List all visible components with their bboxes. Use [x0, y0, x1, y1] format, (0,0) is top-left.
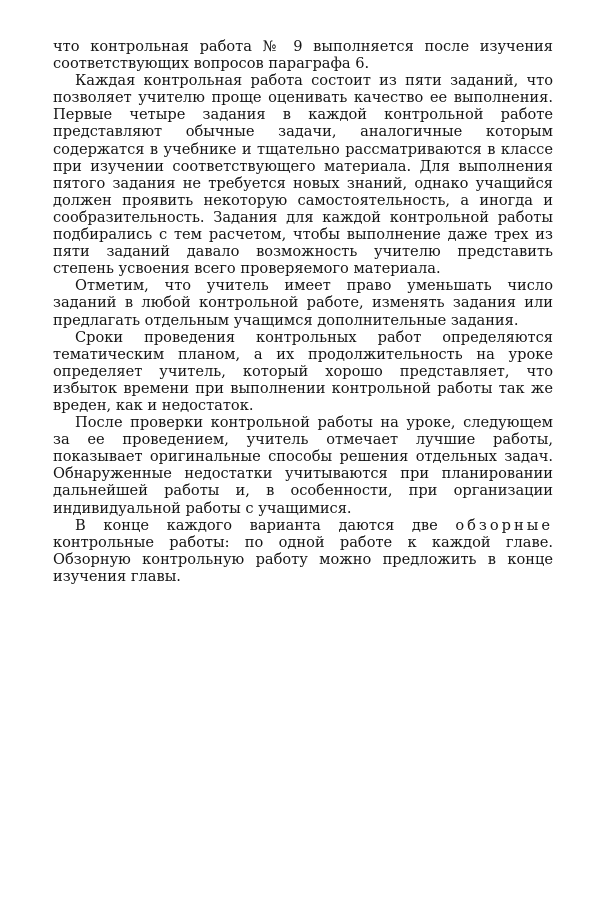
paragraph-6-emphasis: обзорные — [455, 516, 553, 534]
paragraph-1: что контрольная работа № 9 выполняется после изучения соответствующих вопросов параграфа 6. — [53, 38, 553, 73]
paragraph-6 — [53, 517, 553, 585]
paragraph-6-after: контрольные работы: по одной работе к каждой главе. Обзорную контрольную работу можно предложить в конце изучения главы. — [53, 533, 553, 585]
paragraph-5: После проверки контрольной работы на уроке, следующем за ее проведением, учитель отмечает лучшие работы, показывает оригинальные способы решения отдельных задач. Обнаруженные недостатки учитываются при планировании дальнейшей работы и, в особенности, при организации индивидуальной работы с учащимися. — [53, 414, 553, 517]
paragraph-6-before: В конце каждого варианта даются две — [75, 516, 456, 534]
paragraph-3: Отметим, что учитель имеет право уменьшать число заданий в любой контрольной работе, изменять задания или предлагать отдельным учащимся дополнительные задания. — [53, 277, 553, 329]
paragraph-4: Сроки проведения контрольных работ определяются тематическим планом, а их продолжительность на уроке определяет учитель, который хорошо представляет, что избыток времени при выполнении контрольной работы так же вреден, как и недостаток. — [53, 328, 553, 414]
document-page — [53, 38, 553, 585]
paragraph-2: Каждая контрольная работа состоит из пяти заданий, что позволяет учителю проще оценивать качество ее выполнения. Первые четыре задания в каждой контрольной работе представляют обычные задачи, аналогичные которым содержатся в учебнике и тщательно рассматриваются в классе при изучении соответствующего материала. Для выполнения пятого задания не требуется новых знаний, однако учащийся должен проявить некоторую самостоятельность, а иногда и сообразительность. Задания для каждой контрольной работы подбирались с тем расчетом, чтобы выполнение даже трех из пяти заданий давало возможность учителю представить степень усвоения всего проверяемого материала. — [53, 72, 553, 278]
